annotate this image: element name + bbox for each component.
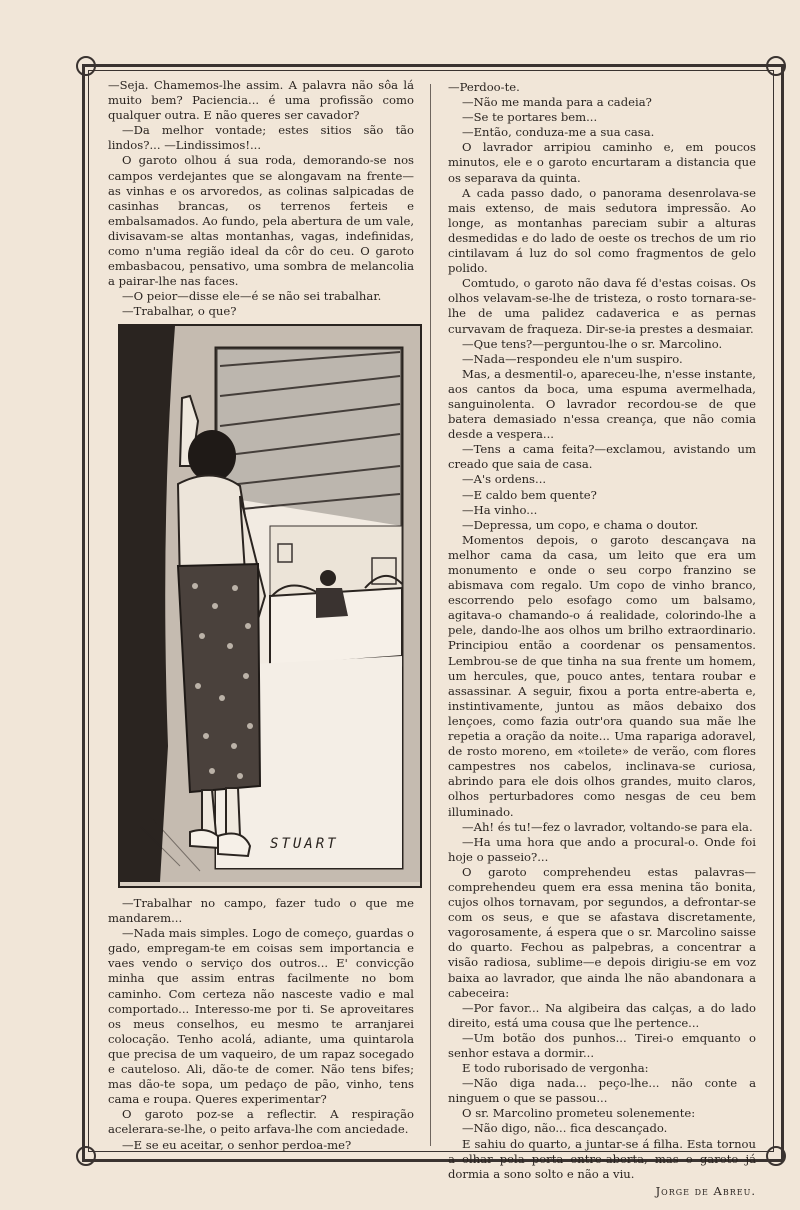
paragraph: A cada passo dado, o panorama desenrolava-se mais extenso, de mais sedutora impressão. Ao longe, as montanhas pareciam subir a alturas desmedidas e do lado de oeste os trechos de um rio cintilavam á luz do sol como fragmentos de gelo polido. — [448, 185, 756, 276]
paragraph: —O peior—disse ele—é se não sei trabalhar. — [122, 289, 382, 304]
column-rule — [430, 84, 431, 1146]
illustration-woman-at-doorway — [118, 324, 422, 888]
corner-ornament — [766, 1146, 786, 1166]
paragraph: Momentos depois, o garoto descançava na melhor cama da casa, um leito que era um monumento e onde o seu corpo franzino se abismava com regalo. Um copo de vinho branco, escorrendo pelo esofago como um balsamo, agitava-o chamando-o á realidade, colorindo-lhe a pele, dando-lhe aos olhos um brilho extraordinario. Principiou então a coordenar os pensamentos. Lembrou-se de que tinha na sua frente um homem, um hercules, que, pouco antes, tentara roubar e assassinar. A seguir, fixou a porta entre-aberta e, instintivamente, juntou as mãos debaixo dos lençoes, como fazia outr'ora quando sua mãe lhe repetia a oração da noite... Uma rapariga adoravel, de rosto moreno, em «toilete» de verão, com flores campestres nos cabelos, inclinava-se curiosa, abrindo para ele dois olhos grandes, muito claros, olhos perturbadores como nesgas de ceu bem illuminado. — [448, 532, 756, 819]
paragraph: —Da melhor vontade; estes sitios são tão lindos?... —Lindissimos!... — [108, 123, 414, 153]
paragraph: —Por favor... Na algibeira das calças, a do lado direito, está uma cousa que lhe pertence... — [448, 1000, 756, 1030]
paragraph: Comtudo, o garoto não dava fé d'estas coisas. Os olhos velavam-se-lhe de tristeza, o rosto tornara-se-lhe de uma palidez cadaverica e as pernas curvavam de fraqueza. Dir-se-ia prestes a desmaiar. — [448, 276, 756, 336]
artist-signature: STUART — [270, 836, 339, 852]
author-signature: Jorge de Abreu. — [655, 1183, 756, 1198]
paragraph: —Nada—respondeu ele n'um suspiro. — [462, 351, 683, 366]
paragraph: —Trabalhar no campo, fazer tudo o que me mandarem... — [108, 896, 414, 926]
paragraph: —E se eu aceitar, o senhor perdoa-me? — [122, 1137, 352, 1152]
left-column-top — [108, 78, 414, 320]
paragraph: —Não digo, não... fica descançado. — [462, 1121, 668, 1136]
left-column-bottom — [108, 896, 414, 1153]
paragraph: O garoto comprehendeu estas palavras—comprehendeu quem era essa menina tão bonita, cujos olhos tornavam, por segundos, a defrontar-se com os seus, e que se afastava discretamente, vagorosamente, á espera que o sr. Marcolino saisse do quarto. Fechou as palpebras, a concentrar a visão radiosa, sublime—e depois dirigiu-se em voz baixa ao lavrador, que ainda lhe não abandonara a cabeceira: — [448, 864, 756, 1000]
paragraph: —Tens a cama feita?—exclamou, avistando um creado que saia de casa. — [448, 442, 756, 472]
paragraph: —Se te portares bem... — [462, 110, 598, 125]
right-column — [448, 80, 756, 1199]
paragraph: O garoto olhou á sua roda, demorando-se nos campos verdejantes que se alongavam na frente—as vinhas e os arvoredos, as colinas salpicadas de casinhas brancas, os terrenos ferteis e embalsamados. Ao fundo, pela abertura de um vale, divisavam-se altas montanhas, vagas, indefinidas, como n'uma região ideal da côr do ceu. O garoto embasbacou, pensativo, uma sombra de melancolia a pairar-lhe nas faces. — [108, 153, 414, 289]
paragraph: —Ha vinho... — [462, 502, 538, 517]
paragraph: —Então, conduza-me a sua casa. — [462, 125, 655, 140]
paragraph: —E caldo bem quente? — [462, 487, 597, 502]
paragraph: —Que tens?—perguntou-lhe o sr. Marcolino. — [462, 336, 723, 351]
paragraph: E sahiu do quarto, a juntar-se á filha. Esta tornou a olhar pela porta entre-aberta, mas o garoto já dormia a sono solto e não a viu. — [448, 1136, 756, 1181]
paragraph: —A's ordens... — [462, 472, 547, 487]
paragraph: —Ah! és tu!—fez o lavrador, voltando-se para ela. — [462, 819, 753, 834]
paragraph: —Um botão dos punhos... Tirei-o emquanto o senhor estava a dormir... — [448, 1030, 756, 1060]
paragraph: E todo ruborisado de vergonha: — [462, 1061, 649, 1076]
paragraph: —Depressa, um copo, e chama o doutor. — [462, 517, 699, 532]
corner-ornament — [76, 1146, 96, 1166]
paragraph: —Ha uma hora que ando a procural-o. Onde foi hoje o passeio?... — [448, 834, 756, 864]
illustration-drawing — [120, 326, 420, 886]
corner-ornament — [766, 56, 786, 76]
corner-ornament — [76, 56, 96, 76]
paragraph: O lavrador arripiou caminho e, em poucos minutos, ele e o garoto encurtaram a distancia que os separava da quinta. — [448, 140, 756, 185]
paragraph: —Trabalhar, o que? — [122, 304, 237, 319]
paragraph: —Perdoo-te. — [448, 80, 520, 94]
paragraph: —Não me manda para a cadeia? — [462, 95, 652, 110]
paragraph: —Não diga nada... peço-lhe... não conte a ninguem o que se passou... — [448, 1076, 756, 1106]
paragraph: Mas, a desmentil-o, apareceu-lhe, n'esse instante, aos cantos da boca, uma espuma avermelhada, sanguinolenta. O lavrador recordou-se de que batera demasiado n'essa creança, que não comia desde a vespera... — [448, 366, 756, 442]
paragraph: O sr. Marcolino prometeu solenemente: — [462, 1106, 696, 1121]
paragraph: —Seja. Chamemos-lhe assim. A palavra não sôa lá muito bem? Paciencia... é uma profissão como qualquer outra. E não queres ser cavador? — [108, 78, 414, 123]
paragraph: O garoto poz-se a reflectir. A respiração acelerara-se-lhe, o peito arfava-lhe com anciedade. — [108, 1107, 414, 1137]
paragraph: —Nada mais simples. Logo de começo, guardas o gado, empregam-te em coisas sem importancia e vaes vendo o serviço dos outros... E' convicção minha que assim entras facilmente no bom caminho. Com certeza não nasceste vadio e mal comportado... Interesso-me por ti. Se aproveitares os meus conselhos, eu mesmo te arranjarei colocação. Tenho acolá, adiante, uma quintarola que precisa de um vaqueiro, de um rapaz socegado e cauteloso. Ali, dão-te de comer. Não tens bifes; mas dão-te sopa, um pedaço de pão, vinho, tens cama e roupa. Queres experimentar? — [108, 926, 414, 1107]
